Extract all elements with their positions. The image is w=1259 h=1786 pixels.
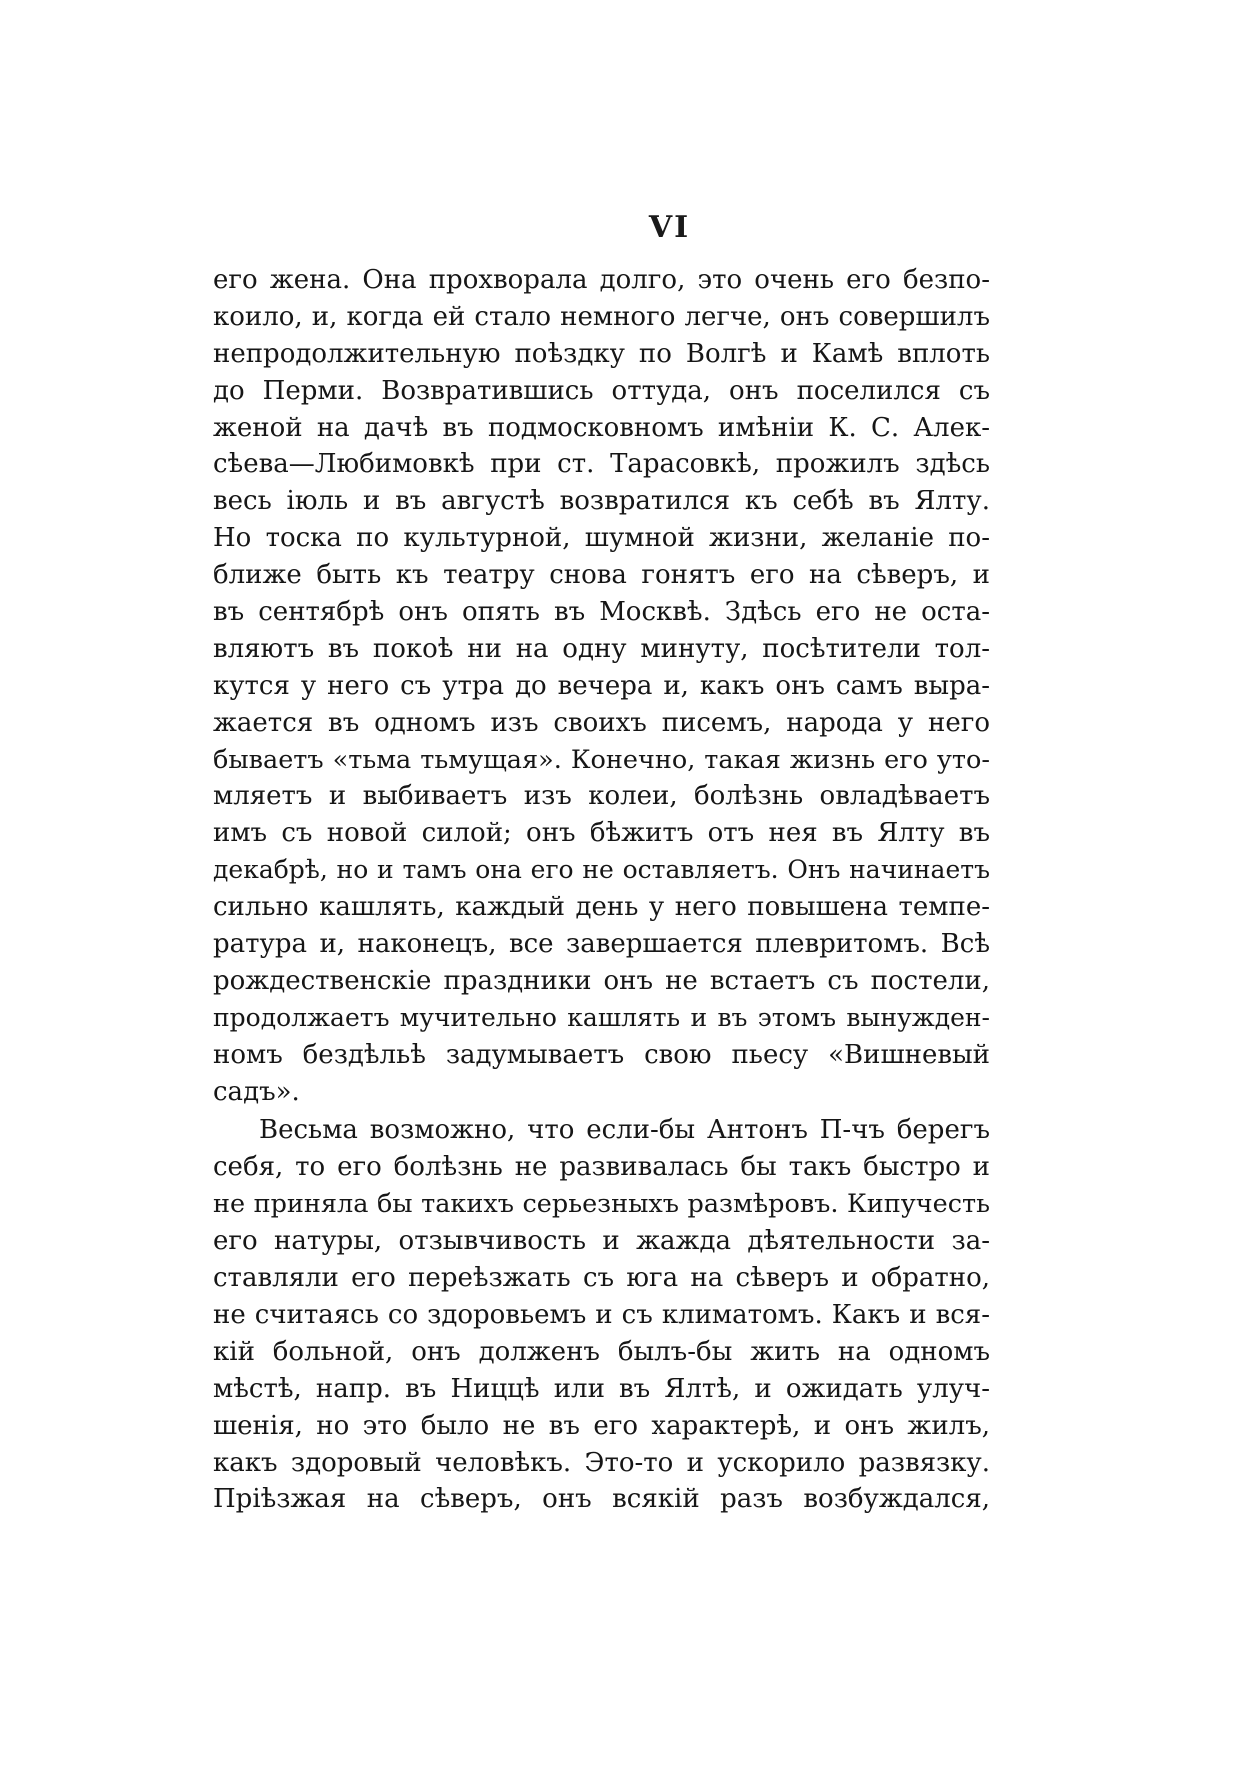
text-line: весь іюль и въ августѣ возвратился къ себѣ въ Ялту. bbox=[213, 486, 990, 517]
text-line: себя, то его болѣзнь не развивалась бы такъ быстро и bbox=[213, 1152, 990, 1183]
text-line: коило, и, когда ей стало немного легче, онъ совершилъ bbox=[213, 301, 990, 332]
text-line: не приняла бы такихъ серьезныхъ размѣровъ. Кипучесть bbox=[213, 1189, 990, 1220]
text-line: ближе быть къ театру снова гонятъ его на сѣверъ, и bbox=[213, 560, 990, 591]
text-line: мляетъ и выбиваетъ изъ колеи, болѣзнь овладѣваетъ bbox=[213, 781, 990, 812]
text-line: до Перми. Возвратившись оттуда, онъ поселился съ bbox=[213, 375, 990, 406]
text-line: вляютъ въ покоѣ ни на одну минуту, посѣтители тол- bbox=[213, 633, 990, 664]
text-line: Но тоска по культурной, шумной жизни, желаніе по- bbox=[213, 523, 990, 554]
text-line: имъ съ новой силой; онъ бѣжитъ отъ нея въ Ялту въ bbox=[213, 818, 990, 849]
text-line: декабрѣ, но и тамъ она его не оставляетъ. Онъ начинаетъ bbox=[213, 855, 990, 885]
text-line: не считаясь со здоровьемъ и съ климатомъ. Какъ и вся- bbox=[213, 1299, 990, 1330]
body-text bbox=[213, 262, 990, 1518]
text-line: его натуры, отзывчивость и жажда дѣятельности за- bbox=[213, 1226, 990, 1257]
text-line: ставляли его переѣзжать съ юга на сѣверъ и обратно, bbox=[213, 1263, 990, 1294]
text-line: Весьма возможно, что если-бы Антонъ П-чъ берегъ bbox=[259, 1115, 990, 1146]
paragraph-2 bbox=[213, 1112, 990, 1518]
text-line: шенія, но это было не въ его характерѣ, и онъ жилъ, bbox=[213, 1410, 990, 1441]
text-line: его жена. Она прохворала долго, это очень его безпо- bbox=[213, 265, 990, 295]
text-line: жается въ одномъ изъ своихъ писемъ, народа у него bbox=[213, 707, 990, 738]
text-line: садъ». bbox=[213, 1076, 300, 1107]
text-line: ратура и, наконецъ, все завершается плевритомъ. Всѣ bbox=[213, 929, 990, 960]
text-line: женой на дачѣ въ подмосковномъ имѣніи К. С. Алек- bbox=[213, 412, 990, 443]
text-line: въ сентябрѣ онъ опять въ Москвѣ. Здѣсь его не оста- bbox=[213, 597, 990, 628]
text-line: Пріѣзжая на сѣверъ, онъ всякій разъ возбуждался, bbox=[213, 1484, 990, 1515]
text-line: кій больной, онъ долженъ былъ-бы жить на одномъ bbox=[213, 1336, 990, 1367]
text-line: продолжаетъ мучительно кашлять и въ этомъ вынужден- bbox=[213, 1002, 990, 1032]
text-line: номъ бездѣльѣ задумываетъ свою пьесу «Вишневый bbox=[213, 1039, 990, 1070]
text-line: сѣева—Любимовкѣ при ст. Тарасовкѣ, прожилъ здѣсь bbox=[213, 449, 990, 480]
page-number: VI bbox=[648, 210, 691, 245]
text-line: непродолжительную поѣздку по Волгѣ и Камѣ вплоть bbox=[213, 338, 990, 369]
text-line: мѣстѣ, напр. въ Ниццѣ или въ Ялтѣ, и ожидать улуч- bbox=[213, 1373, 990, 1404]
text-line: сильно кашлять, каждый день у него повышена темпе- bbox=[213, 892, 990, 923]
text-line: рождественскіе праздники онъ не встаетъ съ постели, bbox=[213, 965, 990, 996]
text-line: какъ здоровый человѣкъ. Это-то и ускорило развязку. bbox=[213, 1447, 990, 1478]
paragraph-1 bbox=[213, 262, 990, 1110]
text-line: бываетъ «тьма тьмущая». Конечно, такая жизнь его уто- bbox=[213, 744, 990, 775]
text-line: кутся у него съ утра до вечера и, какъ онъ самъ выра- bbox=[213, 670, 990, 701]
